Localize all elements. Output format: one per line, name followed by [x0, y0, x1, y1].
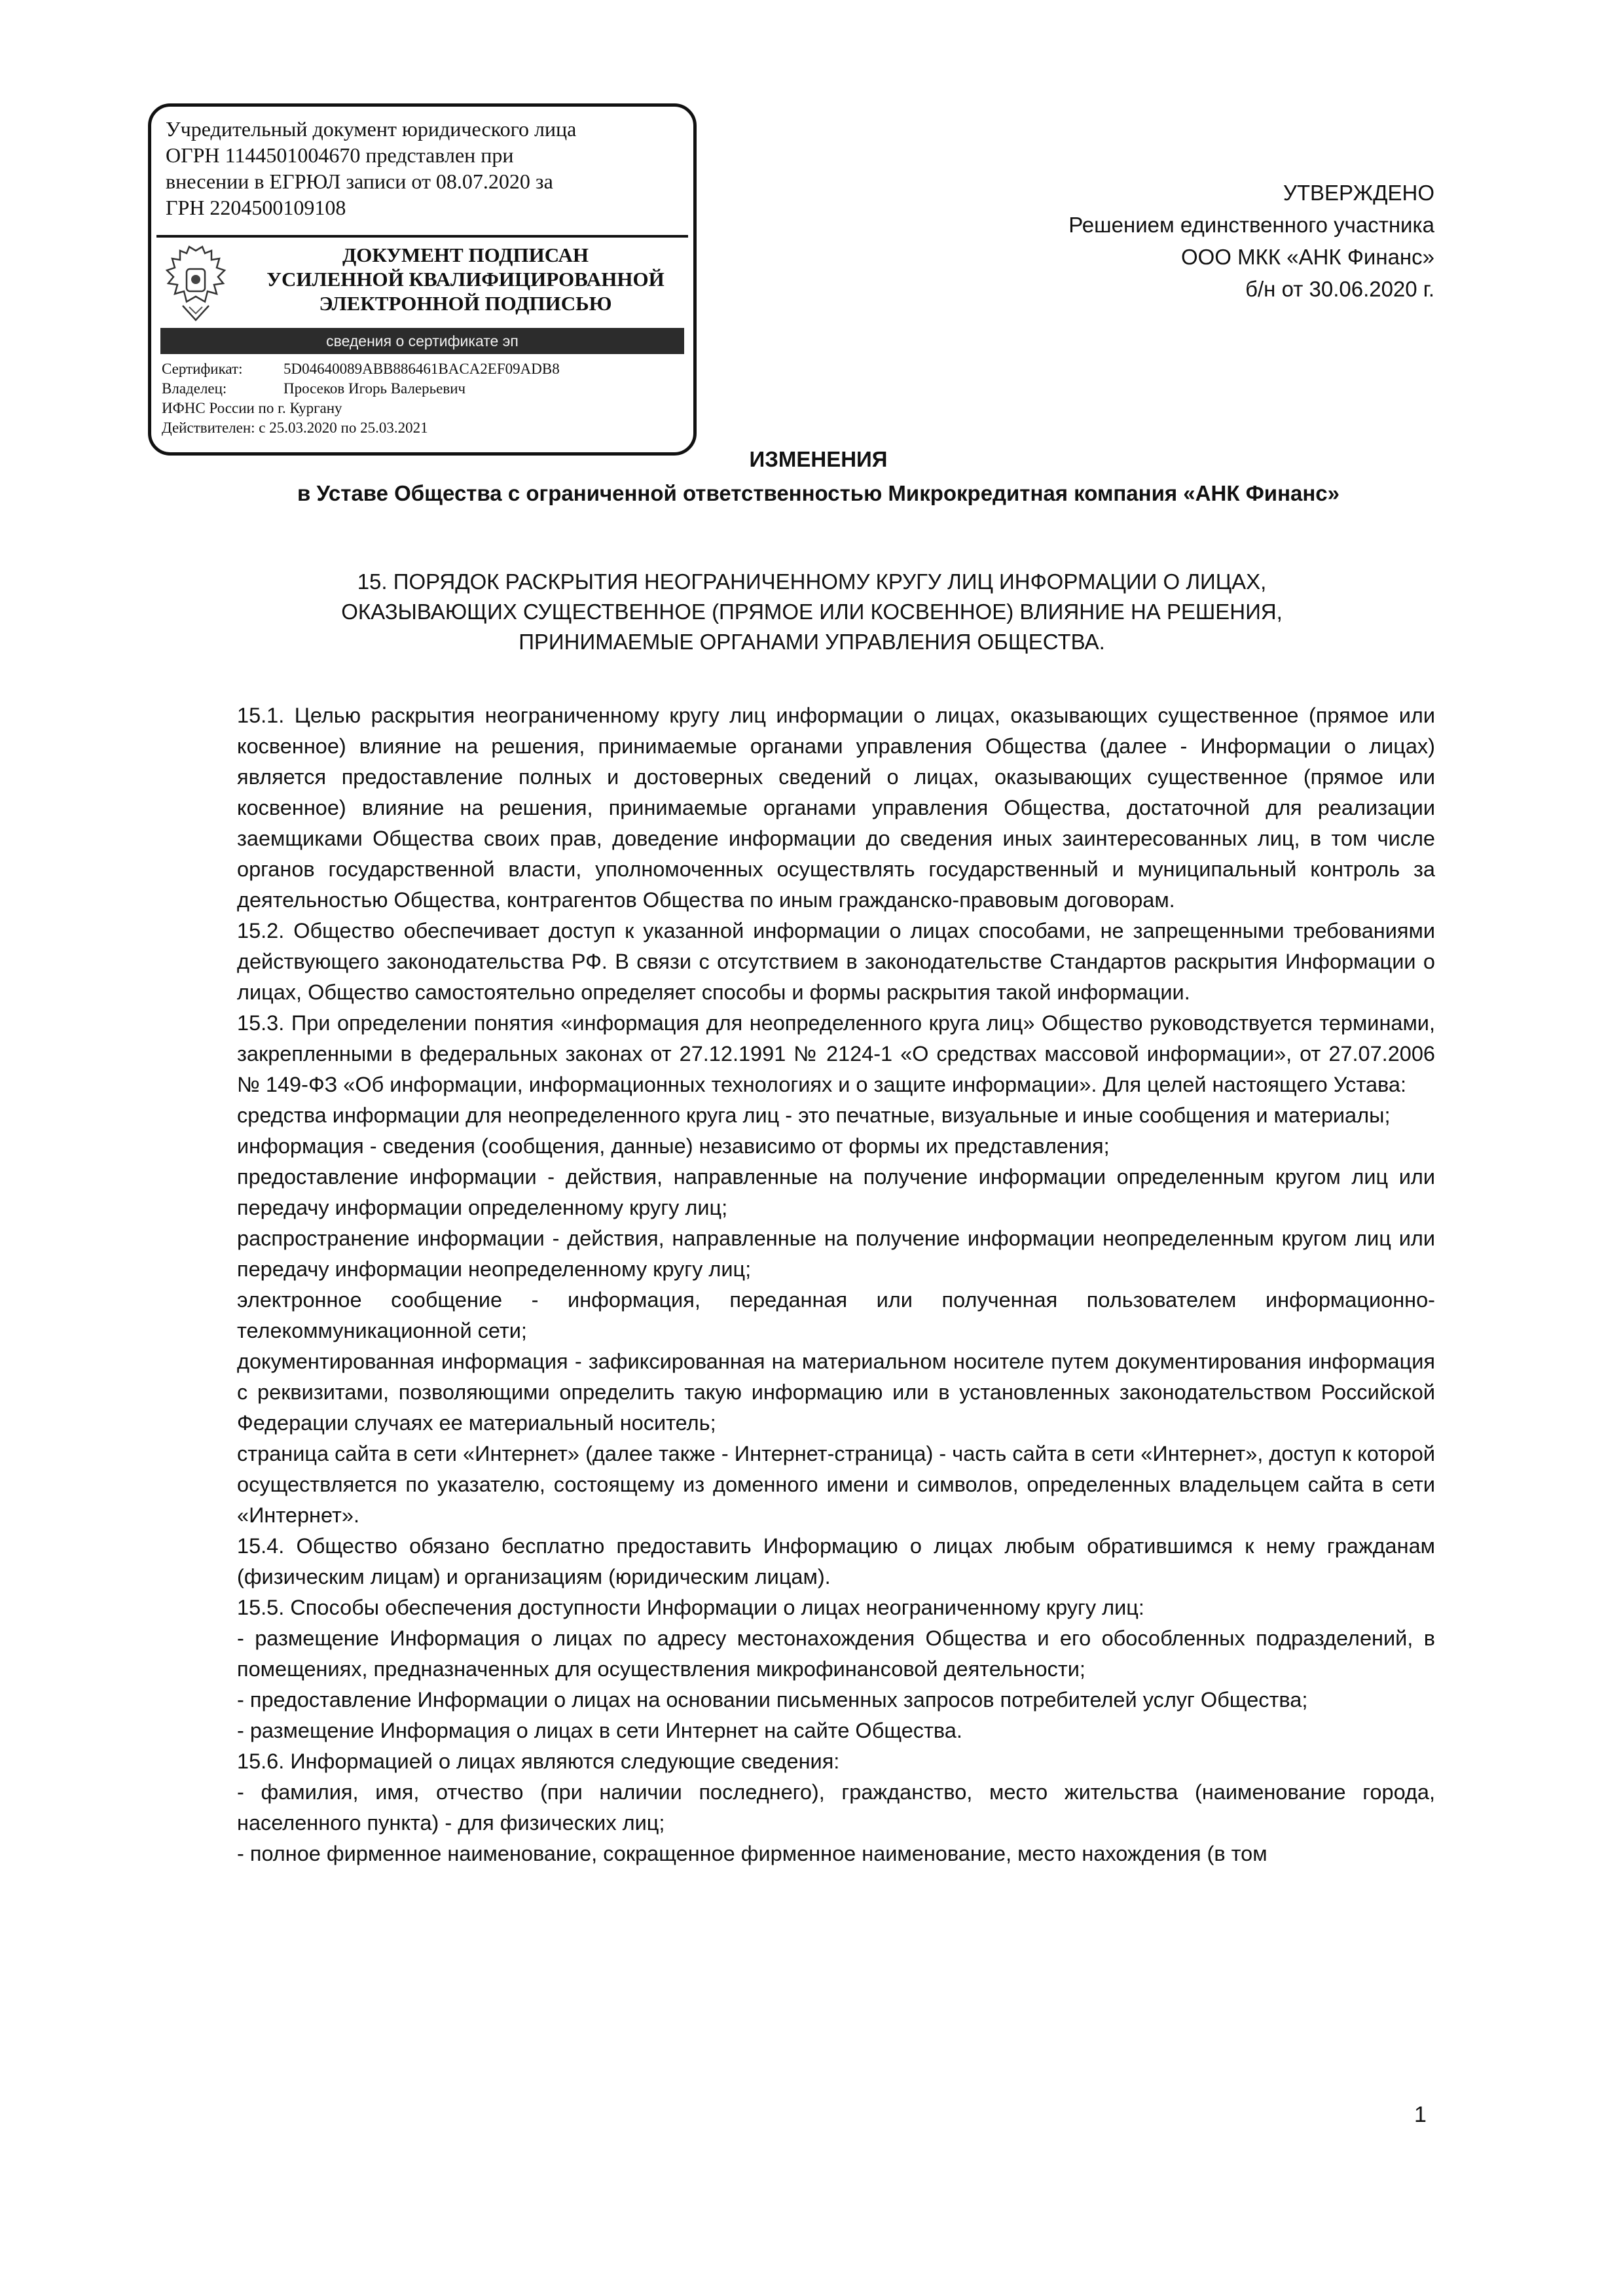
section-title — [249, 567, 1375, 657]
paragraph: - предоставление Информации о лицах на основании письменных запросов потребителей услуг Общества; — [237, 1688, 1308, 1712]
cert-value: 5D04640089ABB886461BACA2EF09ADB8 — [283, 361, 560, 377]
section-title-line: 15. ПОРЯДОК РАСКРЫТИЯ НЕОГРАНИЧЕННОМУ КРУГУ ЛИЦ ИНФОРМАЦИИ О ЛИЦАХ, — [357, 569, 1267, 594]
approval-line: б/н от 30.06.2020 г. — [1245, 277, 1434, 301]
e-signature-stamp — [148, 103, 697, 456]
stamp-signed-line: УСИЛЕННОЙ КВАЛИФИЦИРОВАННОЙ — [266, 268, 665, 291]
owner-value: Просеков Игорь Валерьевич — [283, 380, 466, 397]
owner-label: Владелец: — [162, 380, 227, 397]
paragraph: 15.5. Способы обеспечения доступности Информации о лицах неограниченному кругу лиц: — [237, 1596, 1144, 1619]
paragraph: страница сайта в сети «Интернет» (далее также - Интернет-страница) - часть сайта в сети «Интернет», доступ к которой осуществляется по указателю, состоящему из доменного имени и символов, определенных владельцем сайта в сети «Интернет». — [237, 1442, 1435, 1527]
paragraph: 15.6. Информацией о лицах являются следующие сведения: — [237, 1749, 840, 1773]
paragraph: распространение информации - действия, направленные на получение информации неопределенным кругом лиц или передачу информации неопределенному кругу лиц; — [237, 1227, 1435, 1281]
document-subtitle: в Уставе Общества с ограниченной ответственностью Микрокредитная компания «АНК Финанс» — [297, 481, 1340, 505]
paragraph: электронное сообщение - информация, переданная или полученная пользователем информационно-телекоммуникационной сети; — [237, 1288, 1435, 1342]
stamp-owner-row — [162, 379, 692, 399]
stamp-validity: Действителен: с 25.03.2020 по 25.03.2021 — [162, 420, 428, 436]
stamp-registry-line: внесении в ЕГРЮЛ записи от 08.07.2020 за — [166, 170, 553, 193]
stamp-signed-line: ЭЛЕКТРОННОЙ ПОДПИСЬЮ — [319, 292, 612, 315]
stamp-cert-header: сведения о сертификате эп — [160, 328, 684, 354]
stamp-registry-line: ОГРН 1144501004670 представлен при — [166, 143, 514, 167]
paragraph: 15.2. Общество обеспечивает доступ к указанной информации о лицах способами, не запрещенными требованиями действующего законодательства РФ. В связи с отсутствием в законодательстве Стандартов раскрытия Информации о лицах, Общество самостоятельно определяет способы и формы раскрытия такой информации. — [237, 919, 1435, 1004]
approval-block — [845, 177, 1434, 305]
stamp-issuer: ИФНС России по г. Кургану — [162, 400, 342, 416]
document-body — [237, 700, 1435, 1869]
stamp-registry-line: Учредительный документ юридического лица — [166, 117, 577, 141]
document-title: ИЗМЕНЕНИЯ — [749, 447, 888, 471]
stamp-divider — [156, 235, 688, 238]
stamp-signed-line: ДОКУМЕНТ ПОДПИСАН — [342, 243, 589, 266]
paragraph: средства информации для неопределенного круга лиц - это печатные, визуальные и иные сообщения и материалы; — [237, 1103, 1391, 1127]
page-number: 1 — [1414, 2102, 1427, 2127]
stamp-registry-line: ГРН 2204500109108 — [166, 196, 346, 219]
coat-of-arms-icon — [160, 244, 231, 325]
approval-line: УТВЕРЖДЕНО — [1283, 181, 1434, 205]
paragraph: - полное фирменное наименование, сокращенное фирменное наименование, место нахождения (в том — [237, 1842, 1267, 1865]
section-title-line: ОКАЗЫВАЮЩИХ СУЩЕСТВЕННОЕ (ПРЯМОЕ ИЛИ КОСВЕННОЕ) ВЛИЯНИЕ НА РЕШЕНИЯ, — [341, 600, 1283, 624]
stamp-cert-details — [162, 359, 692, 438]
paragraph: 15.1. Целью раскрытия неограниченному кругу лиц информации о лицах, оказывающих существенное (прямое или косвенное) влияние на решения, принимаемые органами управления Общества (далее - Информации о лицах) является предоставление полных и достоверных сведений о лицах, оказывающих существенное (прямое или косвенное) влияние на решения, принимаемые органами управления Общества, достаточной для реализации заемщиками Общества своих прав, доведение информации до сведения иных заинтересованных лиц, в том числе органов государственной власти, уполномоченных осуществлять государственный и муниципальный контроль за деятельностью Общества, контрагентов Общества по иным гражданско-правовым договорам. — [237, 704, 1435, 912]
stamp-cert-row — [162, 359, 692, 379]
stamp-signed-title — [243, 243, 688, 315]
paragraph: документированная информация - зафиксированная на материальном носителе путем документирования информация с реквизитами, позволяющими определить такую информацию или в установленных законодательством Российской Федерации случаях ее материальный носитель; — [237, 1350, 1435, 1435]
cert-label: Сертификат: — [162, 361, 243, 377]
approval-line: ООО МКК «АНК Финанс» — [1180, 245, 1434, 269]
paragraph: - размещение Информация о лицах в сети Интернет на сайте Общества. — [237, 1719, 962, 1742]
paragraph: - размещение Информация о лицах по адресу местонахождения Общества и его обособленных подразделений, в помещениях, предназначенных для осуществления микрофинансовой деятельности; — [237, 1626, 1435, 1681]
paragraph: 15.4. Общество обязано бесплатно предоставить Информацию о лицах любым обратившимся к нему гражданам (физическим лицам) и организациям (юридическим лицам). — [237, 1534, 1435, 1588]
paragraph: информация - сведения (сообщения, данные) независимо от формы их представления; — [237, 1134, 1110, 1158]
paragraph: 15.3. При определении понятия «информация для неопределенного круга лиц» Общество руководствуется терминами, закрепленными в федеральных законах от 27.12.1991 № 2124-1 «О средствах массовой информации», от 27.07.2006 № 149-ФЗ «Об информации, информационных технологиях и о защите информации». Для целей настоящего Устава: — [237, 1011, 1435, 1096]
section-title-line: ПРИНИМАЕМЫЕ ОРГАНАМИ УПРАВЛЕНИЯ ОБЩЕСТВА. — [519, 630, 1105, 654]
stamp-registry-text — [166, 116, 689, 221]
paragraph: предоставление информации - действия, направленные на получение информации определенным кругом лиц или передачу информации определенному кругу лиц; — [237, 1165, 1435, 1219]
paragraph: - фамилия, имя, отчество (при наличии последнего), гражданство, место жительства (наименование города, населенного пункта) - для физических лиц; — [237, 1780, 1435, 1835]
approval-line: Решением единственного участника — [1068, 213, 1434, 237]
